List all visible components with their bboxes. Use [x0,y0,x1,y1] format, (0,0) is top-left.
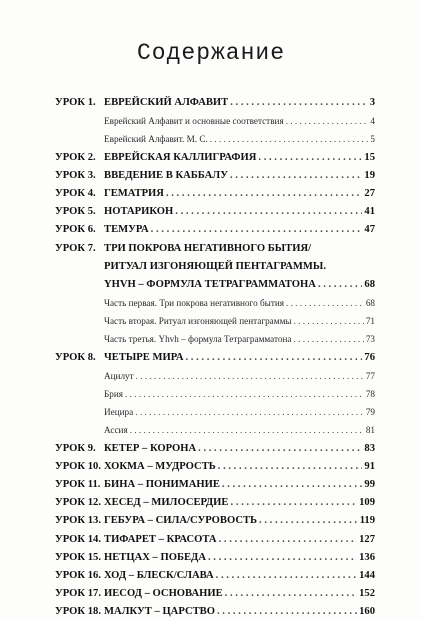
entry-title: ЕВРЕЙСКИЙ АЛФАВИТ [104,97,229,108]
entry-title: ГЕМАТРИЯ [104,187,164,199]
page-number: 136 [359,551,375,563]
toc-entry [55,531,375,549]
toc-entry [55,221,375,239]
toc-entry [55,458,375,476]
page-number: 99 [364,478,375,490]
lesson-label: УРОК 17. [55,588,101,600]
page-number: 41 [364,206,375,218]
entry-title: Часть первая. Три покрова негативного бытия [104,298,284,309]
entry-title: Иецира [104,407,134,418]
dot-leader [286,112,369,130]
toc-subentry [55,367,375,385]
toc-entry [55,240,375,258]
dot-leader [151,221,363,239]
page-number: 91 [364,460,375,472]
entry-title: БИНА – ПОНИМАНИЕ [104,478,220,490]
lesson-label: УРОК 3. [55,169,96,181]
dot-leader [130,421,364,439]
entry-title: ТЕМУРА [104,224,149,236]
entry-title: РИТУАЛ ИЗГОНЯЮЩЕЙ ПЕНТАГРАММЫ. [104,260,326,272]
lesson-label: УРОК 9. [55,442,96,454]
page-number: 68 [364,278,375,290]
toc-entry [55,512,375,530]
dot-leader [318,276,362,294]
page-title: Содержание [136,40,286,66]
lesson-label: УРОК 16. [55,569,101,581]
toc-entry [55,494,375,512]
toc-subentry [55,403,375,421]
lesson-label: УРОК 18. [55,606,101,618]
entry-title: ТРИ ПОКРОВА НЕГАТИВНОГО БЫТИЯ/ [104,242,312,254]
entry-title: НЕТЦАХ – ПОБЕДА [104,551,206,563]
dot-leader [186,349,363,367]
dot-leader [258,149,362,167]
entry-title: ХОД – БЛЕСК/СЛАВА [104,569,214,581]
toc-entry [55,185,375,203]
entry-title: ГЕБУРА – СИЛА/СУРОВОСТЬ [104,515,258,527]
dot-leader [218,458,363,476]
lesson-label: УРОК 5. [55,206,96,218]
toc-subentry [55,294,375,312]
entry-title: ЧЕТЫРЕ МИРА [104,351,184,363]
page-number: 73 [365,334,375,345]
page-number: 78 [365,389,375,399]
entry-title: YHVH – ФОРМУЛА ТЕТРАГРАММАТОНА [104,278,316,290]
entry-title: НОТАРИКОН [104,206,174,218]
toc-subentry [55,130,375,148]
page-number: 79 [365,407,375,418]
dot-leader [216,567,357,585]
entry-title: ЕВРЕЙСКАЯ КАЛЛИГРАФИЯ [104,151,257,163]
toc-entry [55,603,375,621]
page-number: 19 [364,169,375,181]
lesson-label: УРОК 10. [55,460,101,472]
page-number: 160 [359,606,375,618]
page-number: 109 [359,497,375,509]
dot-leader [210,130,369,148]
dot-leader [136,367,364,385]
page-number: 83 [364,442,375,454]
toc-entry [55,276,375,294]
entry-title: Часть третья. Yhvh – формула Тетраграмматона [104,334,292,345]
dot-leader [259,512,358,530]
lesson-label: УРОК 13. [55,515,101,527]
lesson-label: УРОК 6. [55,224,96,236]
page-number: 4 [370,116,375,127]
toc-subentry [55,312,375,330]
page-number: 15 [364,151,375,163]
page-number: 127 [359,533,375,545]
toc-entry [55,149,375,167]
toc-subentry [55,330,375,348]
page-number: 71 [365,316,375,327]
entry-title: Еврейский Алфавит. М. С. [104,134,208,145]
toc-subentry [55,385,375,403]
page-number: 119 [359,515,375,527]
entry-title: ИЕСОД – ОСНОВАНИЕ [104,588,223,600]
dot-leader [175,203,362,221]
table-of-contents [55,94,375,621]
dot-leader [125,385,364,403]
dot-leader [135,403,364,421]
toc-subentry [55,421,375,439]
toc-entry [55,476,375,494]
dot-leader [219,531,358,549]
toc-entry [55,585,375,603]
entry-title: ХОКМА – МУДРОСТЬ [104,460,216,472]
toc-entry [55,349,375,367]
lesson-label: УРОК 14. [55,533,101,545]
toc-entry [55,203,375,221]
lesson-label: УРОК 1. [55,97,96,108]
entry-title: ТИФАРЕТ – КРАСОТА [104,533,217,545]
entry-title: ВВЕДЕНИЕ В КАББАЛУ [104,169,228,181]
dot-leader [225,585,357,603]
page-number: 81 [365,425,375,436]
dot-leader [294,330,364,348]
toc-entry [55,258,375,276]
lesson-label: УРОК 12. [55,497,101,509]
page-number: 47 [364,224,375,236]
lesson-label: УРОК 11. [55,478,101,490]
toc-entry [55,440,375,458]
lesson-label: УРОК 15. [55,551,101,563]
dot-leader [166,185,362,203]
entry-title: ХЕСЕД – МИЛОСЕРДИЕ [104,497,229,509]
toc-subentry [55,112,375,130]
page-number: 144 [359,569,375,581]
dot-leader [230,494,357,512]
entry-title: МАЛКУТ – ЦАРСТВО [104,606,215,618]
dot-leader [222,476,363,494]
lesson-label: УРОК 4. [55,187,96,199]
page-number: 68 [365,298,375,309]
dot-leader [294,312,364,330]
entry-title: КЕТЕР – КОРОНА [104,442,197,454]
lesson-label: УРОК 2. [55,151,96,163]
dot-leader [286,294,364,312]
entry-title: Еврейский Алфавит и основные соответствия [104,116,284,127]
entry-title: Брия [104,389,124,399]
toc-entry [55,167,375,185]
page-number: 3 [369,97,375,108]
dot-leader [217,603,357,621]
dot-leader [198,440,362,458]
page-number: 5 [370,134,375,145]
lesson-label: УРОК 8. [55,351,96,363]
entry-title: Ассия [104,425,128,436]
dot-leader [230,94,367,112]
page-number: 27 [364,187,375,199]
lesson-label: УРОК 7. [55,242,96,254]
dot-leader [208,549,357,567]
entry-title: Часть вторая. Ритуал изгоняющей пентаграммы [104,316,292,327]
page-number: 76 [364,351,375,363]
toc-entry [55,94,375,112]
toc-entry [55,567,375,585]
page-number: 77 [365,370,375,381]
page-number: 152 [359,588,375,600]
dot-leader [230,167,362,185]
toc-entry [55,549,375,567]
entry-title: Ацилут [104,370,134,381]
